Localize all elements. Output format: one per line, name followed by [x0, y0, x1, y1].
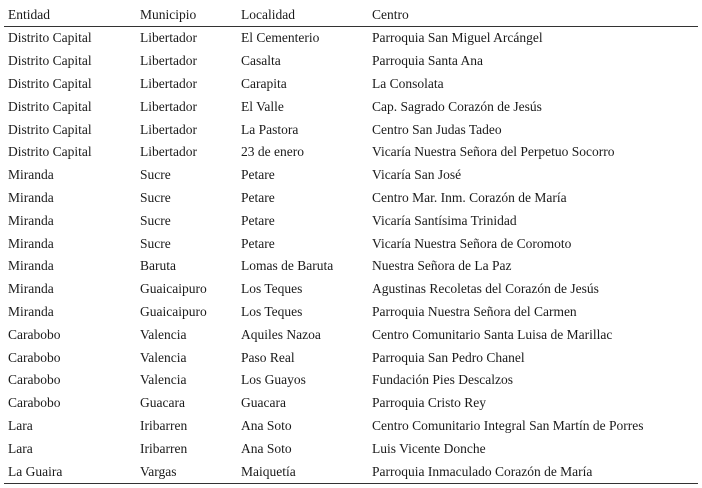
cell-localidad: Petare [241, 189, 275, 205]
cell-entidad: Miranda [8, 235, 54, 251]
cell-entidad: La Guaira [8, 463, 63, 479]
centers-table [4, 4, 698, 484]
table-row [4, 164, 698, 187]
cell-centro: Vicaría Santísima Trinidad [372, 212, 517, 228]
cell-localidad: 23 de enero [241, 144, 304, 160]
header-municipio: Municipio [140, 7, 197, 22]
cell-municipio: Libertador [140, 30, 197, 46]
cell-municipio: Iribarren [140, 417, 188, 433]
cell-centro: Luis Vicente Donche [372, 440, 486, 456]
cell-municipio: Baruta [140, 258, 176, 274]
cell-municipio: Iribarren [140, 440, 188, 456]
cell-localidad: Petare [241, 212, 275, 228]
cell-centro: Parroquia San Miguel Arcángel [372, 30, 543, 46]
cell-entidad: Carabobo [8, 349, 61, 365]
cell-centro: Parroquia Inmaculado Corazón de María [372, 463, 593, 479]
cell-localidad: Petare [241, 235, 275, 251]
cell-centro: Parroquia Nuestra Señora del Carmen [372, 303, 577, 319]
table-row [4, 232, 698, 255]
table-row [4, 301, 698, 324]
cell-entidad: Lara [8, 440, 33, 456]
cell-municipio: Libertador [140, 98, 197, 114]
table-header [4, 4, 698, 27]
cell-municipio: Libertador [140, 53, 197, 69]
cell-localidad: Guacara [241, 395, 286, 411]
table-row [4, 323, 698, 346]
table-row [4, 346, 698, 369]
cell-municipio: Guaicaipuro [140, 281, 207, 297]
cell-municipio: Vargas [140, 463, 177, 479]
cell-municipio: Valencia [140, 349, 187, 365]
cell-municipio: Sucre [140, 189, 171, 205]
cell-municipio: Libertador [140, 121, 197, 137]
cell-localidad: Casalta [241, 53, 281, 69]
cell-localidad: Maiquetía [241, 463, 296, 479]
table-row [4, 27, 698, 50]
cell-centro: La Consolata [372, 75, 444, 91]
cell-centro: Agustinas Recoletas del Corazón de Jesús [372, 281, 599, 297]
cell-localidad: Los Teques [241, 303, 303, 319]
cell-centro: Parroquia San Pedro Chanel [372, 349, 525, 365]
cell-municipio: Valencia [140, 372, 187, 388]
cell-municipio: Sucre [140, 167, 171, 183]
cell-localidad: Paso Real [241, 349, 295, 365]
cell-centro: Cap. Sagrado Corazón de Jesús [372, 98, 542, 114]
table-row [4, 460, 698, 483]
table-row [4, 369, 698, 392]
cell-localidad: Los Guayos [241, 372, 306, 388]
cell-entidad: Miranda [8, 189, 54, 205]
cell-localidad: Los Teques [241, 281, 303, 297]
cell-centro: Parroquia Cristo Rey [372, 395, 486, 411]
cell-localidad: Ana Soto [241, 440, 292, 456]
cell-centro: Parroquia Santa Ana [372, 53, 483, 69]
cell-entidad: Distrito Capital [8, 98, 92, 114]
header-localidad: Localidad [241, 7, 295, 22]
cell-municipio: Guacara [140, 395, 185, 411]
cell-localidad: Carapita [241, 75, 287, 91]
cell-centro: Vicaría Nuestra Señora del Perpetuo Socorro [372, 144, 615, 160]
cell-entidad: Carabobo [8, 395, 61, 411]
cell-entidad: Miranda [8, 303, 54, 319]
table-row [4, 392, 698, 415]
cell-entidad: Lara [8, 417, 33, 433]
cell-centro: Vicaría Nuestra Señora de Coromoto [372, 235, 572, 251]
cell-localidad: Aquiles Nazoa [241, 326, 321, 342]
cell-localidad: El Cementerio [241, 30, 320, 46]
cell-localidad: La Pastora [241, 121, 299, 137]
cell-entidad: Distrito Capital [8, 53, 92, 69]
cell-entidad: Miranda [8, 167, 54, 183]
cell-centro: Centro San Judas Tadeo [372, 121, 502, 137]
cell-municipio: Libertador [140, 144, 197, 160]
cell-localidad: Lomas de Baruta [241, 258, 334, 274]
table-row [4, 437, 698, 460]
cell-centro: Centro Comunitario Santa Luisa de Marillac [372, 326, 613, 342]
cell-municipio: Sucre [140, 235, 171, 251]
table-row [4, 73, 698, 96]
header-row [4, 4, 698, 27]
header-entidad: Entidad [8, 7, 50, 22]
cell-entidad: Distrito Capital [8, 121, 92, 137]
cell-entidad: Distrito Capital [8, 30, 92, 46]
cell-localidad: El Valle [241, 98, 284, 114]
table-row [4, 50, 698, 73]
cell-entidad: Miranda [8, 212, 54, 228]
cell-municipio: Valencia [140, 326, 187, 342]
cell-centro: Centro Mar. Inm. Corazón de María [372, 189, 567, 205]
table-row [4, 187, 698, 210]
cell-entidad: Distrito Capital [8, 144, 92, 160]
cell-centro: Nuestra Señora de La Paz [372, 258, 512, 274]
cell-entidad: Miranda [8, 281, 54, 297]
table-row [4, 278, 698, 301]
table-row [4, 141, 698, 164]
table-row [4, 255, 698, 278]
cell-localidad: Ana Soto [241, 417, 292, 433]
table-row [4, 415, 698, 438]
header-centro: Centro [372, 7, 409, 22]
cell-localidad: Petare [241, 167, 275, 183]
cell-entidad: Miranda [8, 258, 54, 274]
cell-entidad: Carabobo [8, 326, 61, 342]
cell-entidad: Distrito Capital [8, 75, 92, 91]
cell-centro: Centro Comunitario Integral San Martín de Porres [372, 417, 644, 433]
table-row [4, 209, 698, 232]
cell-municipio: Guaicaipuro [140, 303, 207, 319]
cell-centro: Fundación Pies Descalzos [372, 372, 513, 388]
cell-municipio: Libertador [140, 75, 197, 91]
cell-centro: Vicaría San José [372, 167, 462, 183]
table-row [4, 95, 698, 118]
table-body [4, 27, 698, 484]
cell-municipio: Sucre [140, 212, 171, 228]
cell-entidad: Carabobo [8, 372, 61, 388]
table-row [4, 118, 698, 141]
